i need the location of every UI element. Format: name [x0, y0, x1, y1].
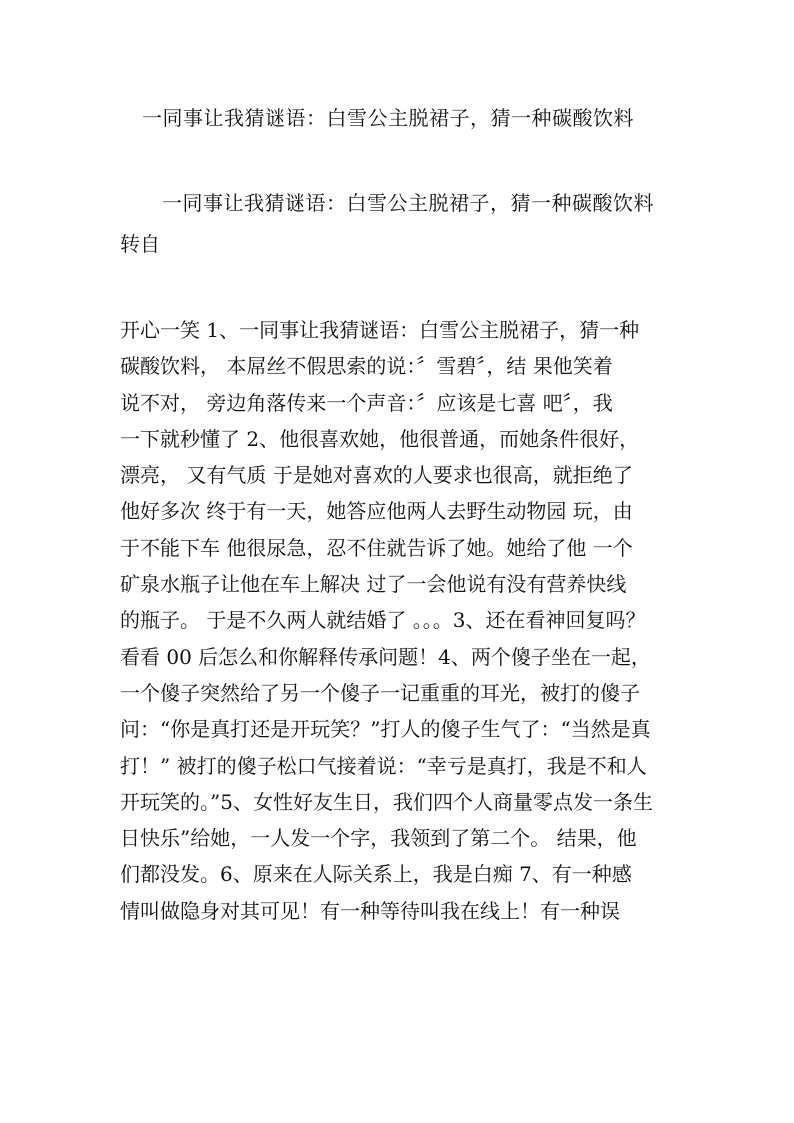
body-line: 一个傻子突然给了另一个傻子一记重重的耳光，被打的傻子 — [120, 680, 640, 705]
body-line: 的瓶子。 于是不久两人就结婚了 。。。3、还在看神回复吗？ — [120, 608, 646, 633]
body-line: 打！” 被打的傻子松口气接着说：“幸亏是真打，我是不和人 — [120, 753, 647, 778]
body-line: 问：“你是真打还是开玩笑？”打人的傻子生气了：“当然是真 — [120, 717, 651, 742]
body-line: 说不对， 旁边角落传来一个声音：〞应该是七喜 吧〞，我 — [120, 390, 613, 415]
body-line: 开心一笑 1、一同事让我猜谜语：白雪公主脱裙子，猜一种 — [120, 318, 640, 342]
source-label: 转自 — [120, 232, 160, 256]
document-body — [120, 312, 710, 929]
body-line: 情叫做隐身对其可见！有一种等待叫我在线上！有一种误 — [120, 898, 620, 923]
body-line: 矿泉水瓶子让他在车上解决 过了一会他说有没有营养快线 — [120, 572, 627, 597]
body-line: 看看 00 后怎么和你解释传承问题！4、两个傻子坐在一起， — [120, 644, 651, 669]
body-line: 于不能下车 他很尿急，忍不住就告诉了她。她给了他 一个 — [120, 535, 633, 560]
body-line: 开玩笑的。”5、女性好友生日，我们四个人商量零点发一条生 — [120, 789, 653, 814]
body-line: 漂亮， 又有气质 于是她对喜欢的人要求也很高，就拒绝了 — [120, 463, 633, 488]
body-line: 日快乐”给她，一人发一个字，我领到了第二个。 结果，他 — [120, 826, 637, 851]
body-line: 们都没发。6、原来在人际关系上，我是白痴 7、有一种感 — [120, 862, 632, 887]
document-subtitle: 一同事让我猜谜语：白雪公主脱裙子，猜一种碳酸饮料 — [162, 191, 654, 215]
body-line: 他好多次 终于有一天，她答应他两人去野生动物园 玩，由 — [120, 499, 633, 524]
document-title: 一同事让我猜谜语：白雪公主脱裙子，猜一种碳酸饮料 — [142, 106, 634, 130]
body-line: 碳酸饮料， 本屌丝不假思索的说：〞雪碧〞，结 果他笑着 — [120, 354, 613, 379]
body-line: 一下就秒懂了 2、他很喜欢她，他很普通，而她条件很好， — [120, 426, 640, 451]
